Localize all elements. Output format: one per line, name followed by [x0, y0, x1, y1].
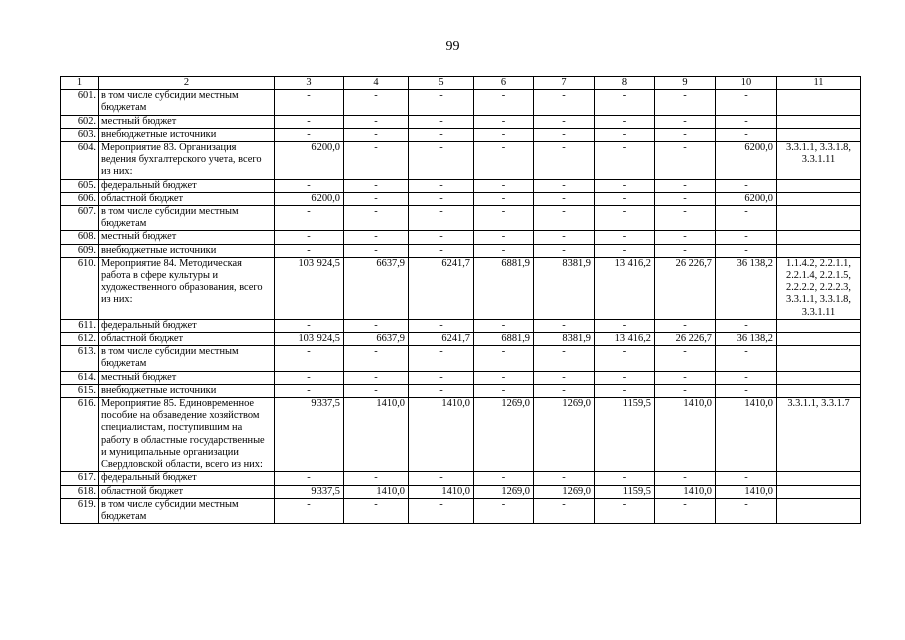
- value-cell: -: [474, 179, 534, 192]
- table-row: [61, 333, 861, 346]
- value-cell: -: [595, 472, 655, 485]
- value-cell: -: [344, 142, 409, 180]
- value-cell: -: [344, 319, 409, 332]
- value-cell: -: [534, 231, 595, 244]
- value-cell: 6200,0: [275, 142, 344, 180]
- refs-cell: [777, 371, 861, 384]
- row-name-cell: в том числе субсидии местным бюджетам: [99, 346, 275, 371]
- value-cell: -: [344, 128, 409, 141]
- table-row: [61, 384, 861, 397]
- value-cell: -: [716, 346, 777, 371]
- header-cell: 3: [275, 77, 344, 90]
- row-number-cell: 607.: [61, 206, 99, 231]
- value-cell: -: [474, 115, 534, 128]
- value-cell: 6241,7: [409, 257, 474, 319]
- table-row: [61, 346, 861, 371]
- row-number-cell: 602.: [61, 115, 99, 128]
- value-cell: -: [534, 142, 595, 180]
- value-cell: -: [474, 346, 534, 371]
- refs-cell: [777, 319, 861, 332]
- value-cell: -: [595, 319, 655, 332]
- budget-table: [60, 76, 861, 524]
- refs-cell: [777, 90, 861, 115]
- refs-cell: [777, 384, 861, 397]
- header-cell: 7: [534, 77, 595, 90]
- row-number-cell: 604.: [61, 142, 99, 180]
- value-cell: 1410,0: [344, 485, 409, 498]
- value-cell: -: [409, 244, 474, 257]
- value-cell: 13 416,2: [595, 257, 655, 319]
- row-name-cell: местный бюджет: [99, 115, 275, 128]
- row-name-cell: внебюджетные источники: [99, 244, 275, 257]
- value-cell: -: [716, 231, 777, 244]
- value-cell: -: [409, 128, 474, 141]
- value-cell: 103 924,5: [275, 333, 344, 346]
- row-number-cell: 603.: [61, 128, 99, 141]
- table-row: [61, 231, 861, 244]
- row-number-cell: 617.: [61, 472, 99, 485]
- header-cell: 11: [777, 77, 861, 90]
- refs-cell: [777, 206, 861, 231]
- value-cell: -: [534, 244, 595, 257]
- value-cell: -: [655, 142, 716, 180]
- refs-cell: [777, 179, 861, 192]
- value-cell: 1269,0: [474, 398, 534, 472]
- table-row: [61, 128, 861, 141]
- value-cell: -: [655, 231, 716, 244]
- value-cell: -: [716, 472, 777, 485]
- value-cell: -: [409, 192, 474, 205]
- value-cell: -: [275, 319, 344, 332]
- value-cell: -: [344, 244, 409, 257]
- value-cell: -: [474, 384, 534, 397]
- value-cell: -: [595, 371, 655, 384]
- value-cell: -: [275, 371, 344, 384]
- row-name-cell: областной бюджет: [99, 333, 275, 346]
- value-cell: 1159,5: [595, 398, 655, 472]
- value-cell: -: [474, 206, 534, 231]
- row-name-cell: областной бюджет: [99, 485, 275, 498]
- value-cell: -: [275, 346, 344, 371]
- row-number-cell: 614.: [61, 371, 99, 384]
- value-cell: -: [655, 179, 716, 192]
- row-name-cell: федеральный бюджет: [99, 472, 275, 485]
- value-cell: -: [344, 371, 409, 384]
- header-cell: 4: [344, 77, 409, 90]
- row-number-cell: 609.: [61, 244, 99, 257]
- value-cell: -: [595, 244, 655, 257]
- value-cell: -: [655, 90, 716, 115]
- header-cell: 1: [61, 77, 99, 90]
- value-cell: -: [655, 115, 716, 128]
- value-cell: -: [655, 319, 716, 332]
- value-cell: -: [344, 115, 409, 128]
- value-cell: -: [716, 244, 777, 257]
- row-number-cell: 605.: [61, 179, 99, 192]
- row-name-cell: внебюджетные источники: [99, 384, 275, 397]
- value-cell: -: [534, 371, 595, 384]
- value-cell: -: [716, 384, 777, 397]
- table-row: [61, 142, 861, 180]
- value-cell: -: [275, 90, 344, 115]
- value-cell: -: [474, 472, 534, 485]
- refs-cell: [777, 498, 861, 523]
- value-cell: 26 226,7: [655, 257, 716, 319]
- value-cell: 1410,0: [409, 398, 474, 472]
- value-cell: 1159,5: [595, 485, 655, 498]
- header-cell: 6: [474, 77, 534, 90]
- table-row: [61, 371, 861, 384]
- value-cell: -: [534, 192, 595, 205]
- value-cell: -: [344, 384, 409, 397]
- table-row: [61, 90, 861, 115]
- value-cell: 9337,5: [275, 398, 344, 472]
- value-cell: -: [595, 115, 655, 128]
- row-name-cell: Мероприятие 85. Единовременное пособие на обзаведение хозяйством специалистам, поступившим на работу в областные государственные и муниципальные организации Свердловской области, всего из них:: [99, 398, 275, 472]
- refs-cell: [777, 346, 861, 371]
- value-cell: -: [275, 384, 344, 397]
- value-cell: 1410,0: [716, 398, 777, 472]
- value-cell: -: [716, 319, 777, 332]
- value-cell: 13 416,2: [595, 333, 655, 346]
- value-cell: -: [409, 319, 474, 332]
- value-cell: -: [275, 115, 344, 128]
- value-cell: -: [534, 472, 595, 485]
- value-cell: 6881,9: [474, 333, 534, 346]
- refs-cell: [777, 485, 861, 498]
- value-cell: 1410,0: [409, 485, 474, 498]
- value-cell: -: [595, 498, 655, 523]
- value-cell: -: [595, 206, 655, 231]
- value-cell: -: [595, 384, 655, 397]
- header-row: [61, 77, 861, 90]
- table-row: [61, 472, 861, 485]
- value-cell: -: [275, 472, 344, 485]
- value-cell: -: [716, 179, 777, 192]
- value-cell: -: [409, 371, 474, 384]
- value-cell: 6881,9: [474, 257, 534, 319]
- row-number-cell: 613.: [61, 346, 99, 371]
- row-name-cell: Мероприятие 84. Методическая работа в сфере культуры и художественного образования, всего из них:: [99, 257, 275, 319]
- value-cell: -: [474, 128, 534, 141]
- value-cell: -: [655, 498, 716, 523]
- value-cell: -: [716, 206, 777, 231]
- row-name-cell: областной бюджет: [99, 192, 275, 205]
- value-cell: 1410,0: [344, 398, 409, 472]
- value-cell: 1410,0: [655, 485, 716, 498]
- row-number-cell: 612.: [61, 333, 99, 346]
- table-row: [61, 244, 861, 257]
- row-name-cell: местный бюджет: [99, 231, 275, 244]
- value-cell: -: [595, 231, 655, 244]
- value-cell: -: [534, 115, 595, 128]
- value-cell: 26 226,7: [655, 333, 716, 346]
- row-number-cell: 616.: [61, 398, 99, 472]
- value-cell: 1269,0: [534, 485, 595, 498]
- value-cell: -: [595, 90, 655, 115]
- row-name-cell: внебюджетные источники: [99, 128, 275, 141]
- value-cell: -: [534, 128, 595, 141]
- value-cell: 9337,5: [275, 485, 344, 498]
- table-row: [61, 179, 861, 192]
- value-cell: 1269,0: [534, 398, 595, 472]
- value-cell: -: [409, 231, 474, 244]
- value-cell: -: [344, 346, 409, 371]
- value-cell: -: [655, 206, 716, 231]
- value-cell: -: [474, 231, 534, 244]
- value-cell: 36 138,2: [716, 333, 777, 346]
- value-cell: -: [534, 319, 595, 332]
- value-cell: -: [655, 128, 716, 141]
- value-cell: -: [534, 206, 595, 231]
- header-cell: 8: [595, 77, 655, 90]
- refs-cell: [777, 333, 861, 346]
- value-cell: -: [474, 192, 534, 205]
- row-number-cell: 601.: [61, 90, 99, 115]
- value-cell: -: [409, 498, 474, 523]
- value-cell: -: [409, 206, 474, 231]
- value-cell: -: [655, 192, 716, 205]
- value-cell: -: [275, 179, 344, 192]
- value-cell: 8381,9: [534, 257, 595, 319]
- value-cell: -: [409, 346, 474, 371]
- value-cell: 8381,9: [534, 333, 595, 346]
- table-row: [61, 206, 861, 231]
- value-cell: -: [534, 384, 595, 397]
- value-cell: -: [409, 142, 474, 180]
- table-row: [61, 192, 861, 205]
- value-cell: -: [409, 384, 474, 397]
- value-cell: -: [409, 90, 474, 115]
- value-cell: 6200,0: [275, 192, 344, 205]
- value-cell: 6637,9: [344, 257, 409, 319]
- page-number: 99: [445, 39, 460, 54]
- value-cell: -: [344, 206, 409, 231]
- value-cell: -: [655, 244, 716, 257]
- row-name-cell: местный бюджет: [99, 371, 275, 384]
- refs-cell: [777, 115, 861, 128]
- value-cell: -: [716, 115, 777, 128]
- value-cell: -: [474, 498, 534, 523]
- value-cell: 103 924,5: [275, 257, 344, 319]
- row-number-cell: 610.: [61, 257, 99, 319]
- value-cell: -: [275, 206, 344, 231]
- row-number-cell: 608.: [61, 231, 99, 244]
- value-cell: -: [595, 128, 655, 141]
- refs-cell: 3.3.1.1, 3.3.1.7: [777, 398, 861, 472]
- row-number-cell: 618.: [61, 485, 99, 498]
- value-cell: -: [716, 90, 777, 115]
- value-cell: -: [474, 142, 534, 180]
- value-cell: -: [344, 498, 409, 523]
- value-cell: 1269,0: [474, 485, 534, 498]
- value-cell: -: [595, 142, 655, 180]
- value-cell: 6200,0: [716, 142, 777, 180]
- row-name-cell: федеральный бюджет: [99, 179, 275, 192]
- table-row: [61, 115, 861, 128]
- value-cell: -: [344, 179, 409, 192]
- value-cell: -: [716, 128, 777, 141]
- header-cell: 9: [655, 77, 716, 90]
- value-cell: -: [595, 192, 655, 205]
- value-cell: -: [534, 346, 595, 371]
- value-cell: -: [275, 244, 344, 257]
- value-cell: -: [655, 346, 716, 371]
- value-cell: -: [534, 179, 595, 192]
- value-cell: -: [474, 90, 534, 115]
- refs-cell: 1.1.4.2, 2.2.1.1, 2.2.1.4, 2.2.1.5, 2.2.2.2, 2.2.2.3, 3.3.1.1, 3.3.1.8, 3.3.1.11: [777, 257, 861, 319]
- row-number-cell: 606.: [61, 192, 99, 205]
- row-name-cell: Мероприятие 83. Организация ведения бухгалтерского учета, всего из них:: [99, 142, 275, 180]
- value-cell: -: [344, 192, 409, 205]
- refs-cell: [777, 128, 861, 141]
- value-cell: 1410,0: [655, 398, 716, 472]
- refs-cell: [777, 244, 861, 257]
- value-cell: -: [344, 90, 409, 115]
- value-cell: -: [474, 319, 534, 332]
- table-row: [61, 498, 861, 523]
- value-cell: 6200,0: [716, 192, 777, 205]
- row-number-cell: 611.: [61, 319, 99, 332]
- value-cell: -: [655, 472, 716, 485]
- refs-cell: [777, 472, 861, 485]
- refs-cell: [777, 231, 861, 244]
- table-row: [61, 398, 861, 472]
- value-cell: -: [409, 472, 474, 485]
- value-cell: -: [474, 371, 534, 384]
- value-cell: -: [716, 371, 777, 384]
- value-cell: -: [275, 128, 344, 141]
- header-cell: 2: [99, 77, 275, 90]
- table-row: [61, 257, 861, 319]
- value-cell: -: [655, 384, 716, 397]
- row-name-cell: в том числе субсидии местным бюджетам: [99, 498, 275, 523]
- value-cell: -: [409, 179, 474, 192]
- row-number-cell: 619.: [61, 498, 99, 523]
- header-cell: 10: [716, 77, 777, 90]
- header-cell: 5: [409, 77, 474, 90]
- value-cell: 1410,0: [716, 485, 777, 498]
- row-name-cell: в том числе субсидии местным бюджетам: [99, 90, 275, 115]
- value-cell: -: [534, 90, 595, 115]
- value-cell: -: [275, 498, 344, 523]
- row-name-cell: федеральный бюджет: [99, 319, 275, 332]
- row-number-cell: 615.: [61, 384, 99, 397]
- table-row: [61, 485, 861, 498]
- value-cell: -: [409, 115, 474, 128]
- value-cell: -: [595, 179, 655, 192]
- value-cell: -: [474, 244, 534, 257]
- value-cell: -: [716, 498, 777, 523]
- value-cell: -: [275, 231, 344, 244]
- value-cell: -: [344, 472, 409, 485]
- value-cell: -: [655, 371, 716, 384]
- value-cell: 36 138,2: [716, 257, 777, 319]
- value-cell: -: [595, 346, 655, 371]
- value-cell: 6637,9: [344, 333, 409, 346]
- refs-cell: 3.3.1.1, 3.3.1.8, 3.3.1.11: [777, 142, 861, 180]
- value-cell: -: [344, 231, 409, 244]
- table-row: [61, 319, 861, 332]
- refs-cell: [777, 192, 861, 205]
- value-cell: -: [534, 498, 595, 523]
- row-name-cell: в том числе субсидии местным бюджетам: [99, 206, 275, 231]
- value-cell: 6241,7: [409, 333, 474, 346]
